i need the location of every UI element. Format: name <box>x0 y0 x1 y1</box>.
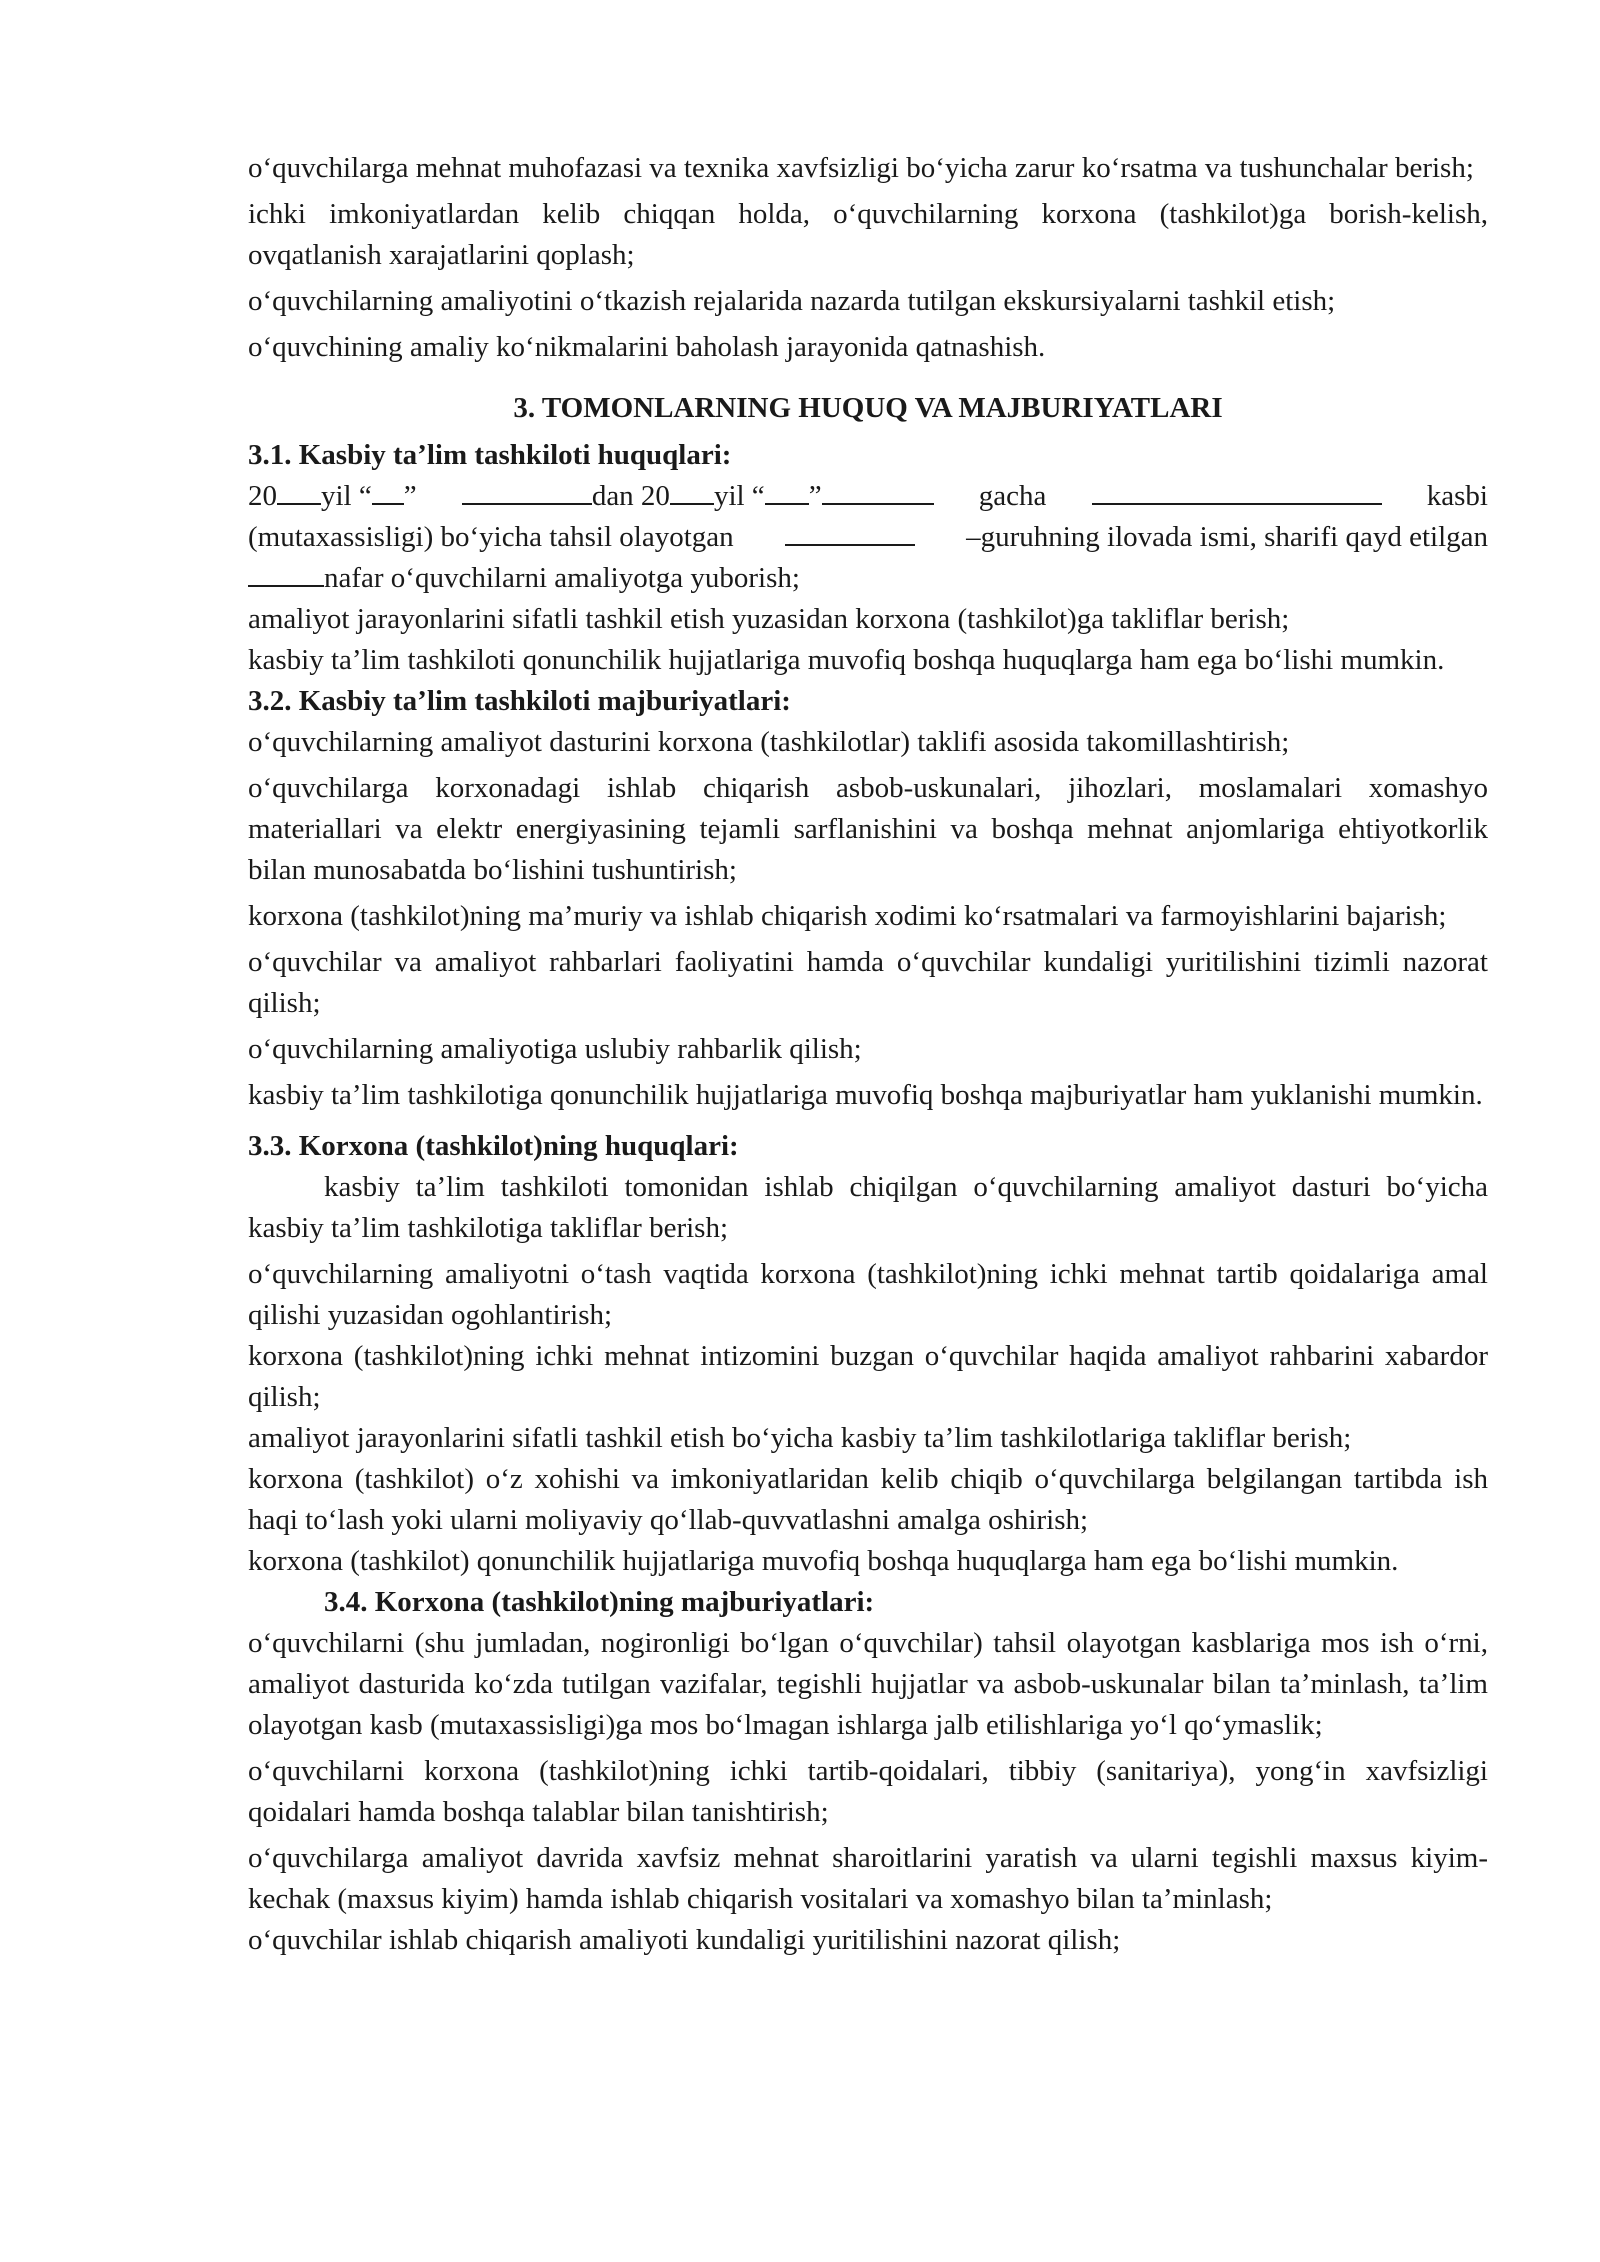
intro-item: o‘quvchilarga mehnat muhofazasi va texnika xavfsizligi bo‘yicha zarur ko‘rsatma va tushunchalar berish; <box>248 152 1474 184</box>
year-blank <box>277 477 321 505</box>
list-item: o‘quvchilarga korxonadagi ishlab chiqarish asbob-uskunalari, jihozlari, moslamalari xomashyo materiallari va elektr energiyasining tejamli sarflanishini va boshqa mehnat anjomlariga ehtiyotkorlik bilan munosabatda bo‘lishini tushuntirish; <box>248 772 1488 886</box>
list-item: korxona (tashkilot) qonunchilik hujjatlariga muvofiq boshqa huquqlarga ham ega bo‘lishi mumkin. <box>248 1545 1399 1577</box>
list-item: kasbiy ta’lim tashkiloti qonunchilik hujjatlariga muvofiq boshqa huquqlarga ham ega bo‘lishi mumkin. <box>248 644 1445 676</box>
list-item: o‘quvchilar ishlab chiqarish amaliyoti kundaligi yuritilishini nazorat qilish; <box>248 1924 1121 1956</box>
section-3-1-title: 3.1. Kasbiy ta’lim tashkiloti huquqlari: <box>248 439 732 471</box>
month-blank <box>462 477 592 505</box>
list-item: o‘quvchilar va amaliyot rahbarlari faoliyatini hamda o‘quvchilar kundaligi yuritilishini tizimli nazorat qilish; <box>248 946 1488 1019</box>
month-blank <box>822 477 934 505</box>
day-blank <box>372 477 404 505</box>
list-item: o‘quvchilarning amaliyotni o‘tash vaqtida korxona (tashkilot)ning ichki mehnat tartib qoidalariga amal qilishi yuzasidan ogohlantirish; <box>248 1258 1488 1331</box>
profession-blank <box>1092 477 1382 505</box>
list-item: amaliyot jarayonlarini sifatli tashkil etish yuzasidan korxona (tashkilot)ga takliflar berish; <box>248 603 1290 635</box>
section-title: 3. TOMONLARNING HUQUQ VA MAJBURIYATLARI <box>513 392 1223 424</box>
list-item: o‘quvchilarni (shu jumladan, nogironligi bo‘lgan o‘quvchilar) tahsil olayotgan kasblariga mos ish o‘rni, amaliyot dasturida ko‘zda tutilgan vazifalar, tegishli hujjatlar va asbob-uskunalar bilan ta’minlash, ta’lim olayotgan kasb (mutaxassisligi)ga mos bo‘lmagan ishlarga jalb etilishlariga yo‘l qo‘ymaslik; <box>248 1627 1488 1741</box>
group-line <box>248 517 1488 558</box>
intro-item: o‘quvchilarning amaliyotini o‘tkazish rejalarida nazarda tutilgan ekskursiyalarni tashkil etish; <box>248 285 1336 317</box>
list-item: amaliyot jarayonlarini sifatli tashkil etish bo‘yicha kasbiy ta’lim tashkilotlariga takliflar berish; <box>248 1422 1352 1454</box>
list-item: o‘quvchilarga amaliyot davrida xavfsiz mehnat sharoitlarini yaratish va ularni tegishli maxsus kiyim-kechak (maxsus kiyim) hamda ishlab chiqarish vositalari va xomashyo bilan ta’minlash; <box>248 1842 1488 1915</box>
list-item: kasbiy ta’lim tashkilotiga qonunchilik hujjatlariga muvofiq boshqa majburiyatlar ham yuklanishi mumkin. <box>248 1079 1483 1111</box>
group-blank <box>785 518 915 546</box>
list-item: kasbiy ta’lim tashkiloti tomonidan ishlab chiqilgan o‘quvchilarning amaliyot dasturi bo‘yicha kasbiy ta’lim tashkilotiga takliflar berish; <box>248 1171 1488 1244</box>
intro-item: ichki imkoniyatlardan kelib chiqqan holda, o‘quvchilarning korxona (tashkilot)ga borish-kelish, ovqatlanish xarajatlarini qoplash; <box>248 198 1488 271</box>
intro-item: o‘quvchining amaliy ko‘nikmalarini baholash jarayonida qatnashish. <box>248 331 1046 363</box>
day-blank <box>765 477 809 505</box>
date-fragment: kasbi <box>1426 480 1488 512</box>
count-blank <box>248 559 324 587</box>
list-item: korxona (tashkilot)ning ma’muriy va ishlab chiqarish xodimi ko‘rsatmalari va farmoyishlarini bajarish; <box>248 900 1447 932</box>
group-line-text: (mutaxassisligi) bo‘yicha tahsil olayotgan <box>248 521 734 553</box>
date-fragment: gacha <box>978 480 1047 512</box>
list-item: korxona (tashkilot)ning ichki mehnat intizomini buzgan o‘quvchilar haqida amaliyot rahbarini xabardor qilish; <box>248 1340 1488 1413</box>
date-range-line <box>248 476 1488 517</box>
list-item: o‘quvchilarning amaliyot dasturini korxona (tashkilotlar) taklifi asosida takomillashtirish; <box>248 726 1290 758</box>
list-item: korxona (tashkilot) o‘z xohishi va imkoniyatlaridan kelib chiqib o‘quvchilarga belgilangan tartibda ish haqi to‘lash yoki ularni moliyaviy qo‘llab-quvvatlashni amalga oshirish; <box>248 1463 1488 1536</box>
section-3-4-title: 3.4. Korxona (tashkilot)ning majburiyatlari: <box>324 1586 875 1618</box>
section-3-2-title: 3.2. Kasbiy ta’lim tashkiloti majburiyatlari: <box>248 685 791 717</box>
list-item: o‘quvchilarning amaliyotiga uslubiy rahbarlik qilish; <box>248 1033 862 1065</box>
date-fragment: dan 20 yil “ ” <box>462 476 934 517</box>
list-item: o‘quvchilarni korxona (tashkilot)ning ichki tartib-qoidalari, tibbiy (sanitariya), yong‘in xavfsizligi qoidalari hamda boshqa talablar bilan tanishtirish; <box>248 1755 1488 1828</box>
date-fragment: 20 yil “ ” <box>248 476 417 517</box>
group-line-text: –guruhning ilovada ismi, sharifi qayd etilgan <box>966 521 1488 553</box>
section-3-3-title: 3.3. Korxona (tashkilot)ning huquqlari: <box>248 1130 739 1162</box>
students-count-line: nafar o‘quvchilarni amaliyotga yuborish; <box>248 558 1488 599</box>
document-page <box>248 148 1488 1961</box>
year-blank <box>670 477 714 505</box>
